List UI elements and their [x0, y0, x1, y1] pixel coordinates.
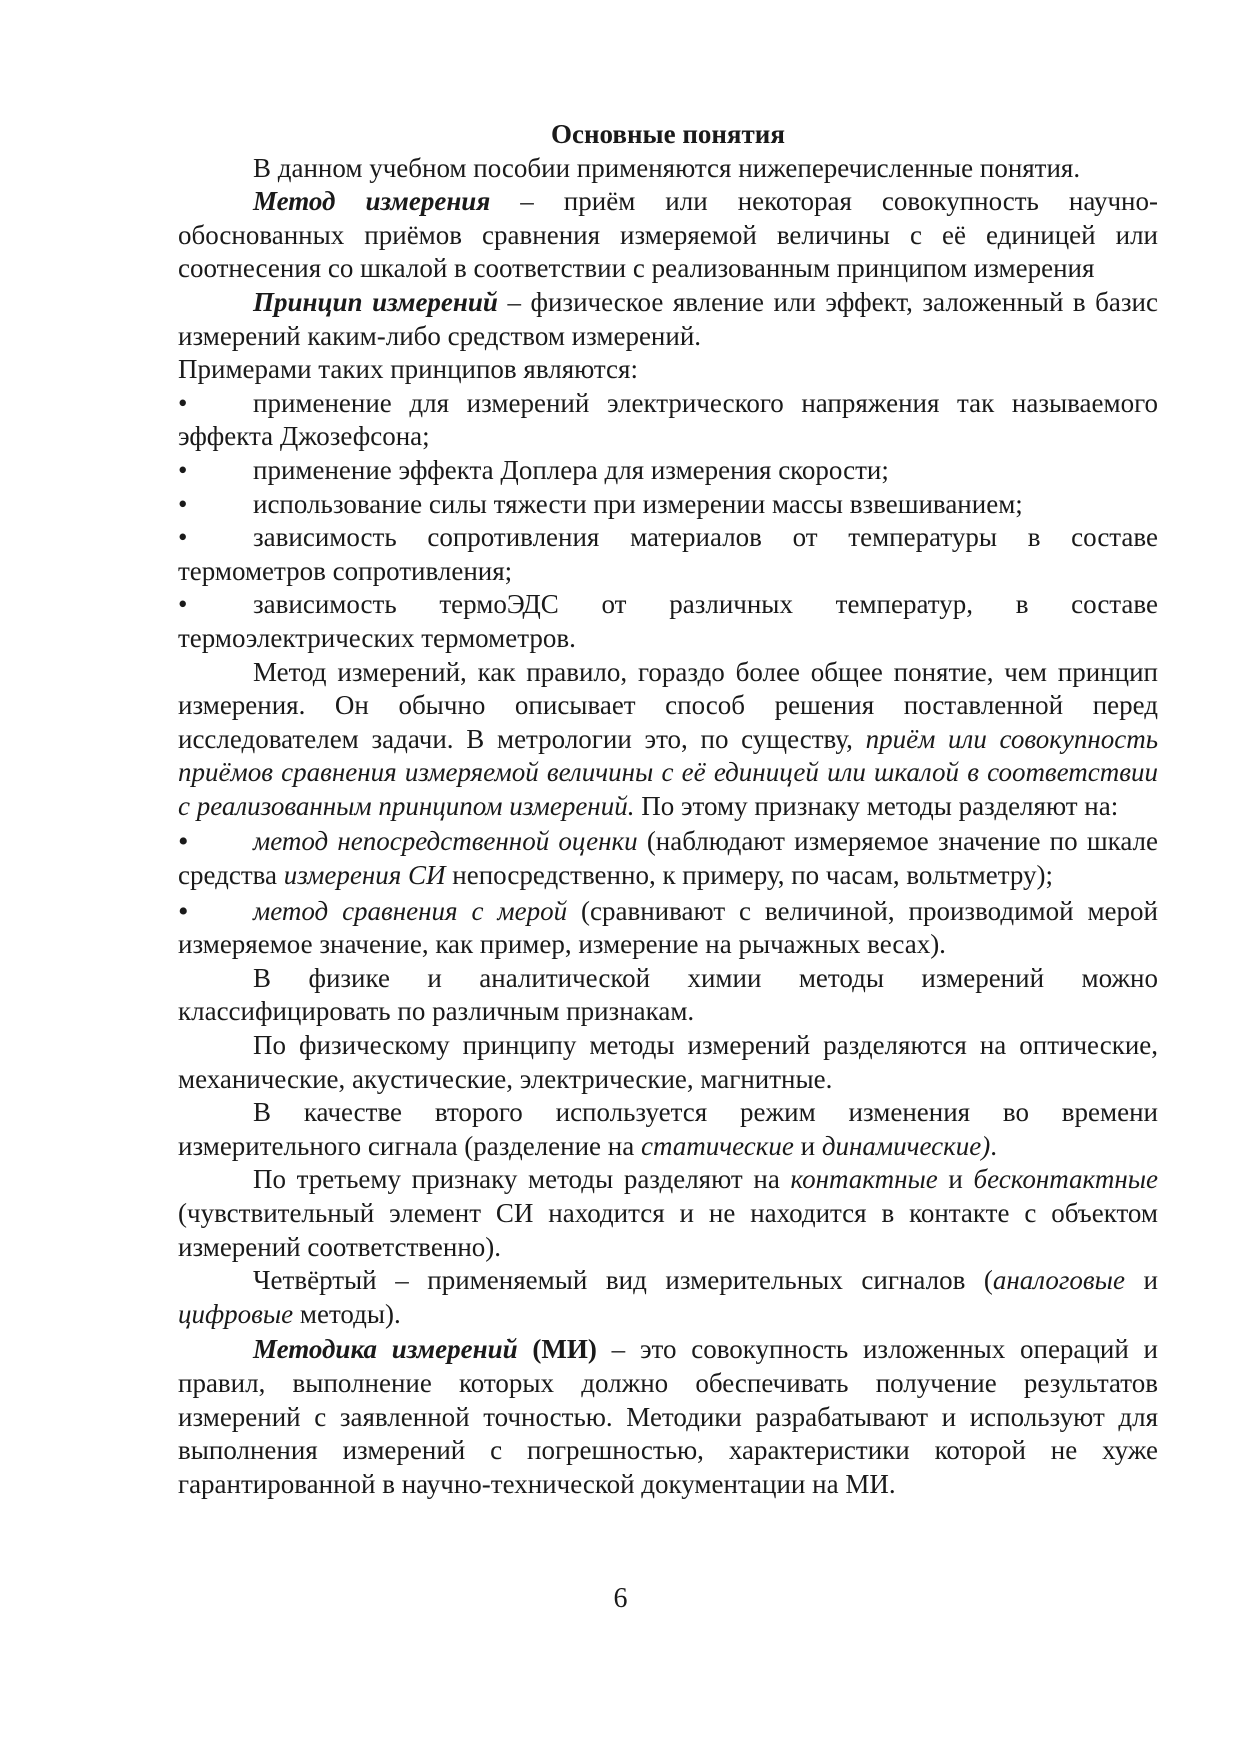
- method-general-paragraph: Метод измерений, как правило, гораздо более общее понятие, чем принцип измерения. Он обычно описывает способ решения поставленной перед исследователем задачи. В метрологии это, по существу, приём или совокупность приёмов сравнения измеряемой величины с её единицей или шкалой в соответствии с реализованным принципом измерений. По этому признаку методы разделяют на:: [178, 656, 1158, 821]
- method-definition-text: – приём или некоторая совокупность научно-обоснованных приёмов сравнения измеряемой величины с её единицей или соотнесения со шкалой в соответствии с реализованным принципом измерения: [178, 186, 1158, 284]
- examples-intro: Примерами таких принципов являются:: [178, 354, 638, 385]
- physical-principle-paragraph: По физическому принципу методы измерений разделяются на оптические, механические, акустические, электрические, магнитные.: [178, 1030, 1158, 1094]
- bullet-icon: •: [178, 454, 188, 485]
- fourth-criterion-paragraph: Четвёртый – применяемый вид измерительных сигналов (аналоговые и цифровые методы).: [178, 1265, 1158, 1329]
- method-term: Метод измерения: [253, 186, 491, 217]
- list-item: [178, 488, 1158, 522]
- second-criterion-paragraph: В качестве второго используется режим изменения во времени измерительного сигнала (разделение на статические и динамические).: [178, 1097, 1158, 1161]
- bullet-icon: •: [178, 387, 188, 418]
- list-item-text: использование силы тяжести при измерении массы взвешиванием;: [253, 488, 1023, 519]
- intro-paragraph: В данном учебном пособии применяются нижеперечисленные понятия.: [253, 152, 1081, 183]
- list-item: • метод сравнения с мерой (сравнивают с величиной, производимой мерой измеряемое значение, как пример, измерение на рычажных весах).: [178, 894, 1158, 960]
- methodology-abbr: (МИ): [517, 1334, 597, 1365]
- principle-definition: [178, 286, 1158, 353]
- list-item: • метод непосредственной оценки (наблюдают измеряемое значение по шкале средства измерения СИ непосредственно, к примеру, по часам, вольтметру);: [178, 825, 1158, 891]
- list-item: [178, 454, 1158, 488]
- list-item-text: применение эффекта Доплера для измерения скорости;: [253, 454, 889, 485]
- list-item-text: зависимость термоЭДС от различных температур, в составе термоэлектрических термометров.: [178, 589, 1158, 653]
- page-heading: Основные понятия: [551, 119, 785, 149]
- method-type-term: метод сравнения с мерой: [253, 895, 568, 926]
- third-criterion-paragraph: По третьему признаку методы разделяют на контактные и бесконтактные (чувствительный элемент СИ находится и не находится в контакте с объектом измерений соответственно).: [178, 1164, 1158, 1262]
- list-item-text: применение для измерений электрического напряжения так называемого эффекта Джозефсона;: [178, 387, 1158, 452]
- bullet-icon: •: [178, 589, 188, 620]
- bullet-icon: •: [178, 825, 189, 859]
- principle-definition-text: – физическое явление или эффект, заложенный в базис измерений каким-либо средством измерений.: [178, 286, 1158, 351]
- list-item: [178, 521, 1158, 588]
- principle-term: Принцип измерений: [253, 286, 498, 317]
- page-number: 6: [613, 1583, 628, 1614]
- method-definition: [178, 185, 1158, 286]
- bullet-icon: •: [178, 522, 188, 553]
- methodology-definition: Методика измерений (МИ) – это совокупность изложенных операций и правил, выполнение которых должно обеспечивать получение результатов измерений с заявленной точностью. Методики разрабатывают и используют для выполнения измерений с погрешностью, характеристики которой не хуже гарантированной в научно-технической документации на МИ.: [178, 1334, 1158, 1499]
- method-type-term: метод непосредственной оценки: [253, 826, 638, 857]
- list-item: [178, 387, 1158, 454]
- list-item: [178, 588, 1158, 655]
- bullet-icon: •: [178, 894, 189, 928]
- classify-paragraph: В физике и аналитической химии методы измерений можно классифицировать по различным признакам.: [178, 962, 1158, 1027]
- method-general-italic: приём или совокупность приёмов сравнения измеряемой величины с её единицей или шкалой в соответствии с реализованным принципом измерений.: [178, 723, 1158, 821]
- list-item-text: зависимость сопротивления материалов от температуры в составе термометров сопротивления;: [178, 522, 1158, 586]
- bullet-icon: •: [178, 488, 188, 519]
- methodology-term: Методика измерений: [253, 1334, 518, 1365]
- document-page: [178, 118, 1158, 1501]
